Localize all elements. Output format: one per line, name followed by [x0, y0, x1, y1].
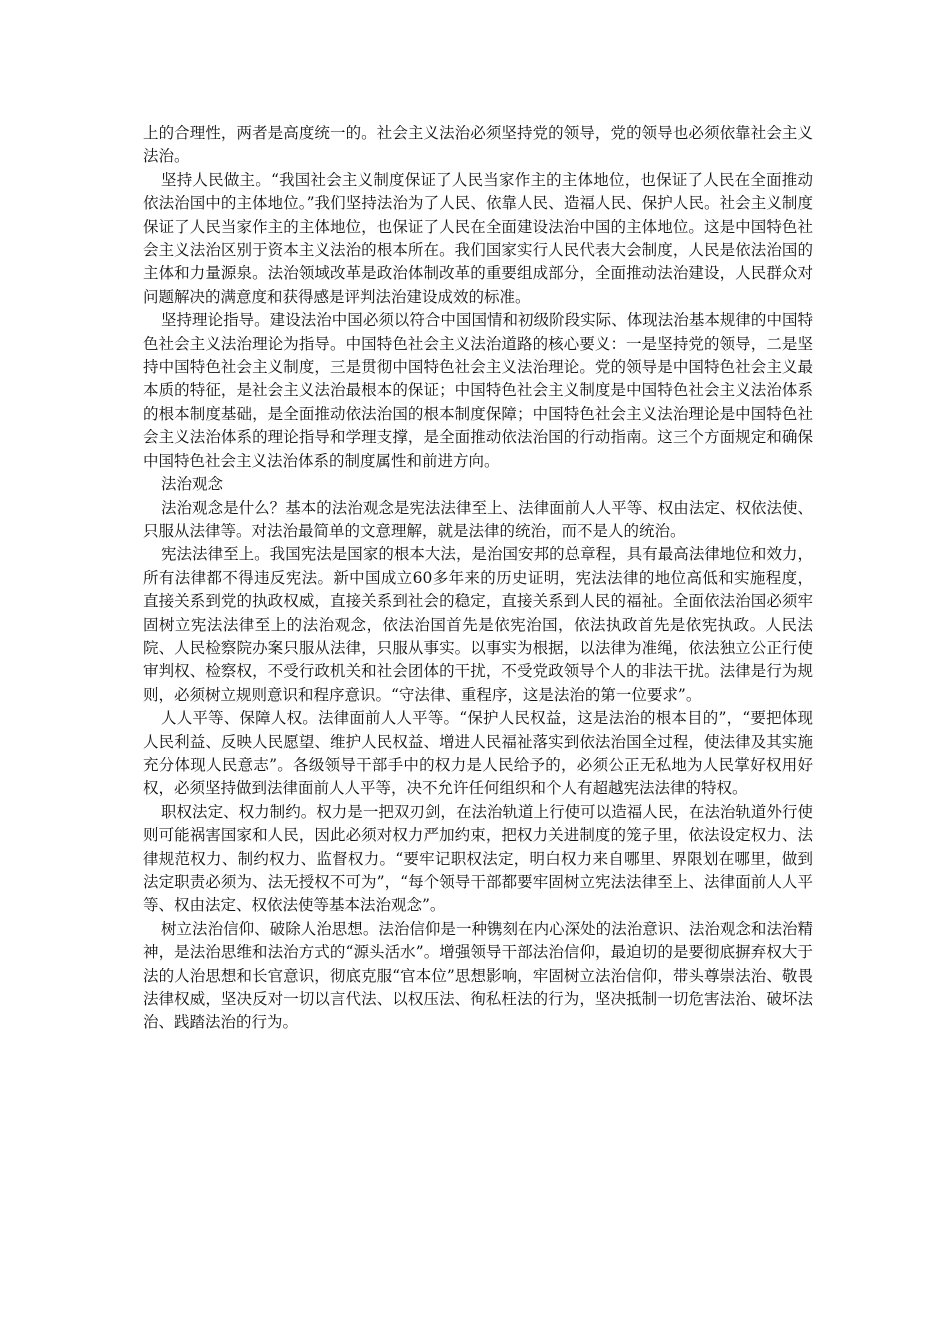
section-heading-rule-of-law-concept: 法治观念: [161, 475, 224, 494]
paragraph-statutory-powers: 职权法定、权力制约。权力是一把双刃剑，在法治轨道上行使可以造福人民，在法治轨道外行使则可能祸害国家和人民，因此必须对权力严加约束，把权力关进制度的笼子里，依法设定权力、法律规范权力、制约权力、监督权力。“要牢记职权法定，明白权力来自哪里、界限划在哪里，做到法定职责必须为、法无授权不可为”，“每个领导干部都要牢固树立宪法法律至上、法律面前人人平等、权由法定、权依法使等基本法治观念”。: [143, 802, 813, 915]
document-page: [143, 122, 813, 1035]
paragraph-theory-guidance: 坚持理论指导。建设法治中国必须以符合中国国情和初级阶段实际、体现法治基本规律的中国特色社会主义法治理论为指导。中国特色社会主义法治道路的核心要义：一是坚持党的领导，二是坚持中国特色社会主义制度，三是贯彻中国特色社会主义法治理论。党的领导是中国特色社会主义最本质的特征，是社会主义法治最根本的保证；中国特色社会主义制度是中国特色社会主义法治体系的根本制度基础，是全面推动依法治国的根本制度保障；中国特色社会主义法治理论是中国特色社会主义法治体系的理论指导和学理支撑，是全面推动依法治国的行动指南。这三个方面规定和确保中国特色社会主义法治体系的制度属性和前进方向。: [143, 311, 813, 470]
paragraph-continuation: 上的合理性，两者是高度统一的。社会主义法治必须坚持党的领导，党的领导也必须依靠社会主义法治。: [143, 124, 813, 166]
paragraph-constitution-supreme: 宪法法律至上。我国宪法是国家的根本大法，是治国安邦的总章程，具有最高法律地位和效力，所有法律都不得违反宪法。新中国成立60多年来的历史证明，宪法法律的地位高低和实施程度，直接关系到党的执政权威，直接关系到社会的稳定，直接关系到人民的福祉。全面依法治国必须牢固树立宪法法律至上的法治观念，依法治国首先是依宪治国，依法执政首先是依宪执政。人民法院、人民检察院办案只服从法律，只服从事实。以事实为根据，以法律为准绳，依法独立公正行使审判权、检察权，不受行政机关和社会团体的干扰，不受党政领导个人的非法干扰。法律是行为规则，必须树立规则意识和程序意识。“守法律、重程序，这是法治的第一位要求”。: [143, 545, 813, 704]
paragraph-people-as-masters: 坚持人民做主。“我国社会主义制度保证了人民当家作主的主体地位，也保证了人民在全面推动依法治国中的主体地位。”我们坚持法治为了人民、依靠人民、造福人民、保护人民。社会主义制度保证了人民当家作主的主体地位，也保证了人民在全面建设法治中国的主体地位。这是中国特色社会主义法治区别于资本主义法治的根本所在。我们国家实行人民代表大会制度，人民是依法治国的主体和力量源泉。法治领域改革是政治体制改革的重要组成部分，全面推动法治建设，人民群众对问题解决的满意度和获得感是评判法治建设成效的标准。: [143, 170, 813, 306]
paragraph-rule-of-law-faith: 树立法治信仰、破除人治思想。法治信仰是一种镌刻在内心深处的法治意识、法治观念和法治精神，是法治思维和法治方式的“源头活水”。增强领导干部法治信仰，最迫切的是要彻底摒弃权大于法的人治思想和长官意识，彻底克服“官本位”思想影响，牢固树立法治信仰，带头尊崇法治、敬畏法律权威，坚决反对一切以言代法、以权压法、徇私枉法的行为，坚决抵制一切危害法治、破坏法治、践踏法治的行为。: [143, 919, 813, 1032]
paragraph-what-is-rule-of-law: 法治观念是什么？基本的法治观念是宪法法律至上、法律面前人人平等、权由法定、权依法使、只服从法律等。对法治最简单的文意理解，就是法律的统治，而不是人的统治。: [143, 498, 813, 540]
paragraph-equality-human-rights: 人人平等、保障人权。法律面前人人平等。“保护人民权益，这是法治的根本目的”，“要把体现人民利益、反映人民愿望、维护人民权益、增进人民福祉落实到依法治国全过程，使法律及其实施充分体现人民意志”。各级领导干部手中的权力是人民给予的，必须公正无私地为人民掌好权用好权，必须坚持做到法律面前人人平等，决不允许任何组织和个人有超越宪法法律的特权。: [143, 709, 813, 798]
